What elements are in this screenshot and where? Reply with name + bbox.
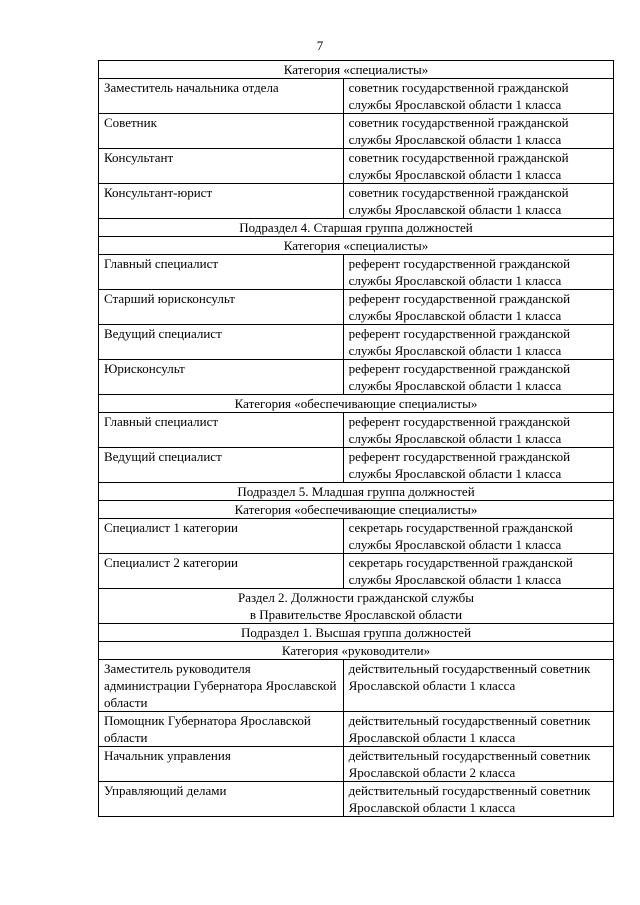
table-row — [99, 413, 614, 448]
table-row — [99, 114, 614, 149]
class-rank: советник государственной гражданской службы Ярославской области 1 класса — [343, 79, 613, 114]
table-row — [99, 255, 614, 290]
section-header-row — [99, 483, 614, 501]
section-header-row — [99, 642, 614, 660]
position-title: Консультант-юрист — [99, 184, 344, 219]
class-rank: референт государственной гражданской службы Ярославской области 1 класса — [343, 360, 613, 395]
section-header: Категория «специалисты» — [99, 61, 614, 79]
position-title: Управляющий делами — [99, 782, 344, 817]
section-header: Категория «обеспечивающие специалисты» — [99, 395, 614, 413]
position-title: Главный специалист — [99, 255, 344, 290]
class-rank: референт государственной гражданской службы Ярославской области 1 класса — [343, 448, 613, 483]
class-rank: референт государственной гражданской службы Ярославской области 1 класса — [343, 255, 613, 290]
section-header: Подраздел 1. Высшая группа должностей — [99, 624, 614, 642]
table-row — [99, 290, 614, 325]
class-rank: референт государственной гражданской службы Ярославской области 1 класса — [343, 325, 613, 360]
position-title: Заместитель начальника отдела — [99, 79, 344, 114]
table-row — [99, 782, 614, 817]
section-header-row — [99, 219, 614, 237]
class-rank: советник государственной гражданской службы Ярославской области 1 класса — [343, 149, 613, 184]
table-row — [99, 519, 614, 554]
position-title: Ведущий специалист — [99, 325, 344, 360]
table-row — [99, 79, 614, 114]
position-title: Специалист 1 категории — [99, 519, 344, 554]
table-row — [99, 149, 614, 184]
position-title: Юрисконсульт — [99, 360, 344, 395]
table-row — [99, 554, 614, 589]
class-rank: действительный государственный советник Ярославской области 1 класса — [343, 782, 613, 817]
section-header: Категория «обеспечивающие специалисты» — [99, 501, 614, 519]
section-header-row — [99, 395, 614, 413]
class-rank: советник государственной гражданской службы Ярославской области 1 класса — [343, 184, 613, 219]
position-title: Консультант — [99, 149, 344, 184]
section-header-row — [99, 501, 614, 519]
position-title: Ведущий специалист — [99, 448, 344, 483]
table-row — [99, 660, 614, 712]
table-row — [99, 360, 614, 395]
class-rank: действительный государственный советник Ярославской области 1 класса — [343, 660, 613, 712]
class-rank: действительный государственный советник Ярославской области 2 класса — [343, 747, 613, 782]
position-title: Помощник Губернатора Ярославской области — [99, 712, 344, 747]
section-header: Раздел 2. Должности гражданской службы в Правительстве Ярославской области — [99, 589, 614, 624]
section-header-row — [99, 589, 614, 624]
class-rank: референт государственной гражданской службы Ярославской области 1 класса — [343, 413, 613, 448]
class-rank: референт государственной гражданской службы Ярославской области 1 класса — [343, 290, 613, 325]
page-number: 7 — [316, 38, 324, 53]
position-title: Старший юрисконсульт — [99, 290, 344, 325]
table-row — [99, 325, 614, 360]
class-rank: секретарь государственной гражданской службы Ярославской области 1 класса — [343, 554, 613, 589]
position-title: Начальник управления — [99, 747, 344, 782]
position-title: Специалист 2 категории — [99, 554, 344, 589]
table-row — [99, 712, 614, 747]
section-header-row — [99, 237, 614, 255]
section-header: Категория «специалисты» — [99, 237, 614, 255]
section-header: Подраздел 5. Младшая группа должностей — [99, 483, 614, 501]
table-row — [99, 184, 614, 219]
position-title: Главный специалист — [99, 413, 344, 448]
positions-table-body — [99, 61, 614, 817]
class-rank: действительный государственный советник Ярославской области 1 класса — [343, 712, 613, 747]
section-header: Категория «руководители» — [99, 642, 614, 660]
position-title: Советник — [99, 114, 344, 149]
class-rank: секретарь государственной гражданской службы Ярославской области 1 класса — [343, 519, 613, 554]
section-header-row — [99, 624, 614, 642]
position-title: Заместитель руководителя администрации Губернатора Ярославской области — [99, 660, 344, 712]
table-row — [99, 448, 614, 483]
section-header: Подраздел 4. Старшая группа должностей — [99, 219, 614, 237]
positions-table — [98, 60, 614, 817]
class-rank: советник государственной гражданской службы Ярославской области 1 класса — [343, 114, 613, 149]
section-header-row — [99, 61, 614, 79]
table-row — [99, 747, 614, 782]
